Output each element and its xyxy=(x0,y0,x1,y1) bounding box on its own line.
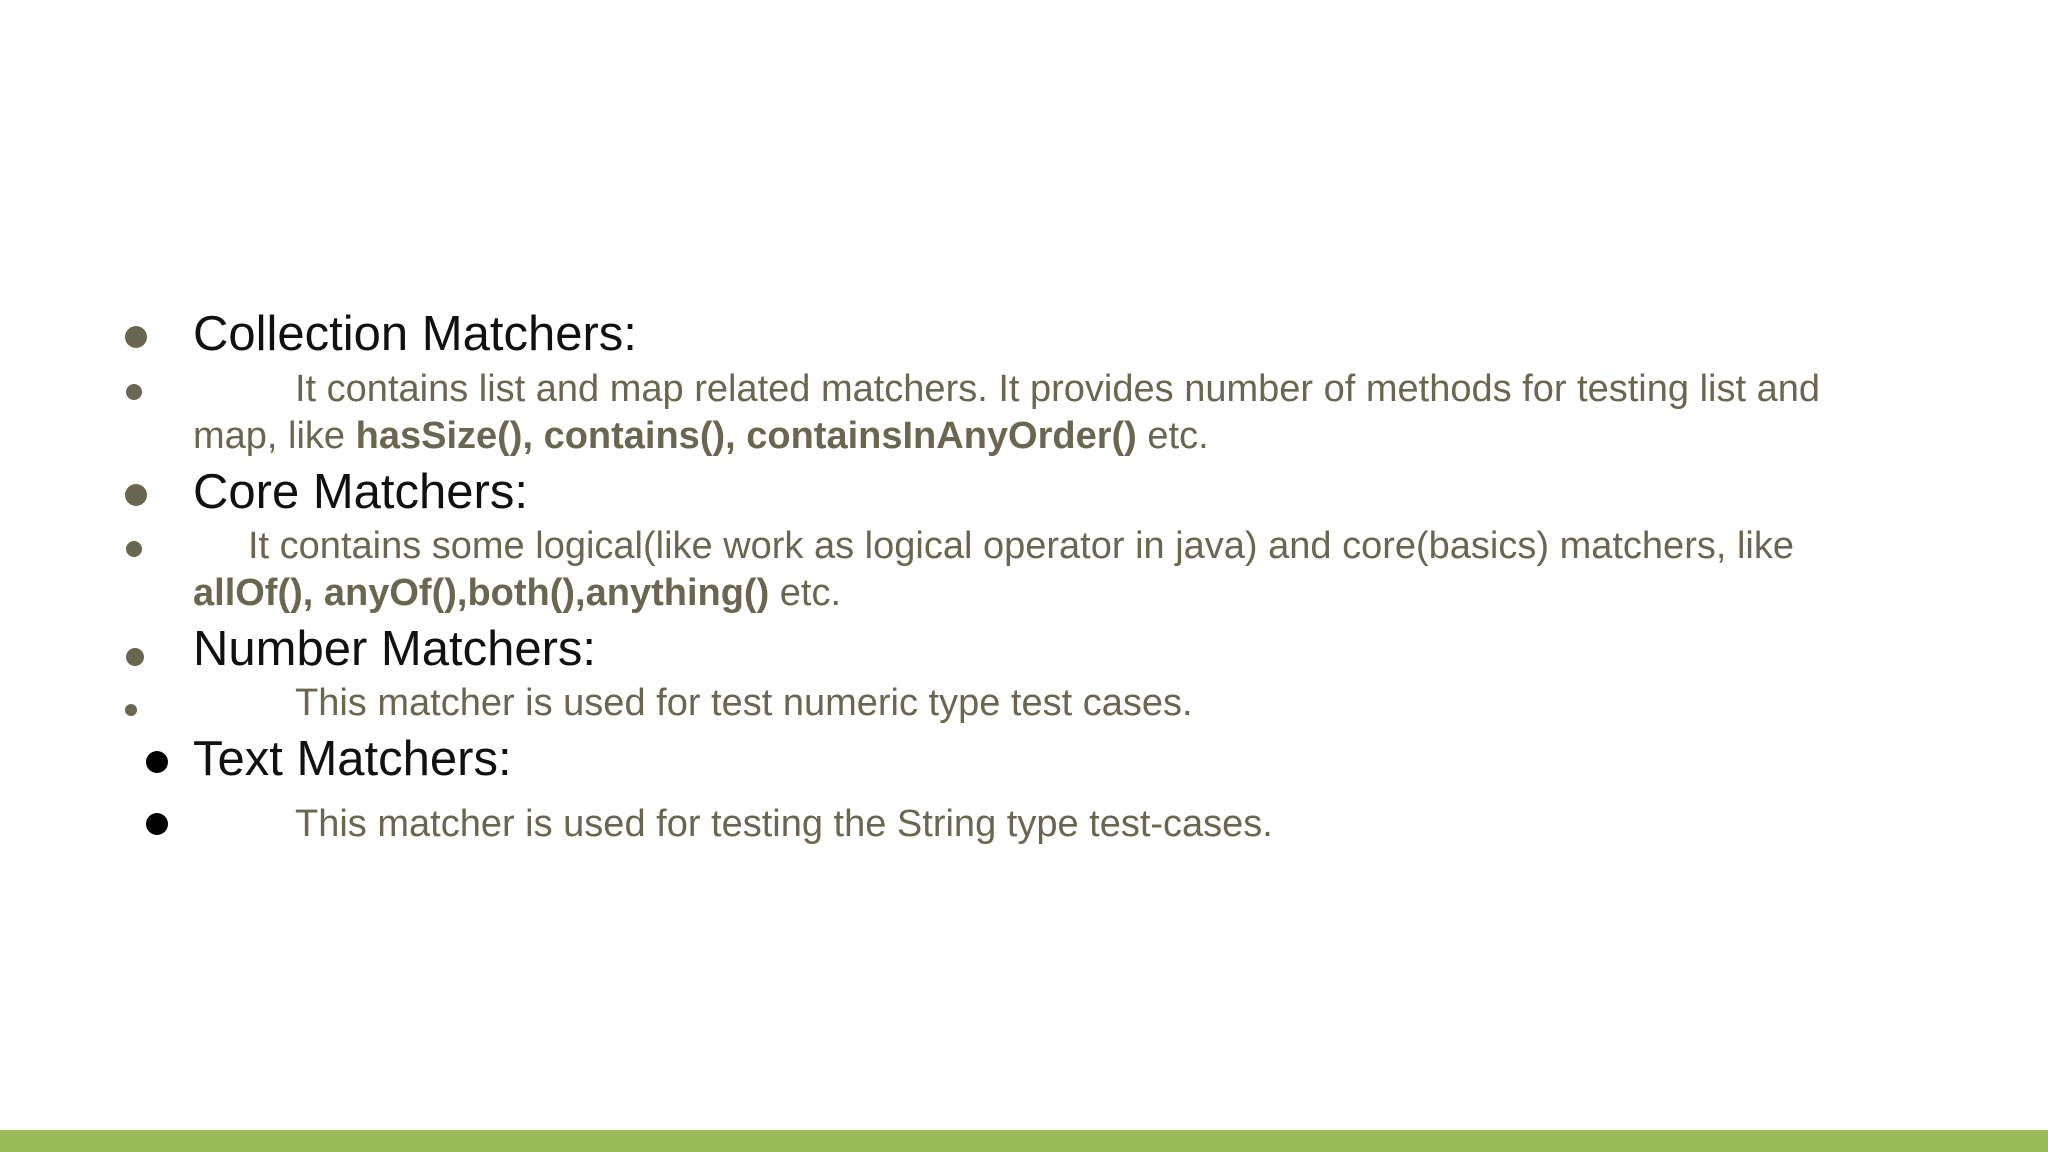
description-core-line2: allOf(), anyOf(),both(),anything() etc. xyxy=(193,572,842,614)
bullet-dot xyxy=(146,751,168,773)
bullet-dot xyxy=(146,813,168,835)
bullet-dot xyxy=(125,326,147,348)
heading-core-matchers: Core Matchers: xyxy=(193,465,528,519)
bullet-dot xyxy=(126,384,142,400)
description-text-line1: This matcher is used for testing the String type test-cases. xyxy=(295,803,1273,845)
bullet-dot xyxy=(126,648,144,666)
bullet-dot xyxy=(126,541,142,557)
heading-text-matchers: Text Matchers: xyxy=(193,732,512,786)
description-number-line1: This matcher is used for test numeric type test cases. xyxy=(295,682,1193,724)
bullet-dot xyxy=(125,704,137,716)
description-core-line1: It contains some logical(like work as logical operator in java) and core(basics) matchers, like xyxy=(248,525,1794,567)
bottom-accent-bar xyxy=(0,1130,2048,1152)
description-collection-line1: It contains list and map related matchers. It provides number of methods for testing list and xyxy=(295,368,1820,410)
heading-collection-matchers: Collection Matchers: xyxy=(193,307,637,361)
bullet-dot xyxy=(125,484,147,506)
heading-number-matchers: Number Matchers: xyxy=(193,622,597,676)
description-collection-line2: map, like hasSize(), contains(), containsInAnyOrder() etc. xyxy=(193,415,1209,457)
